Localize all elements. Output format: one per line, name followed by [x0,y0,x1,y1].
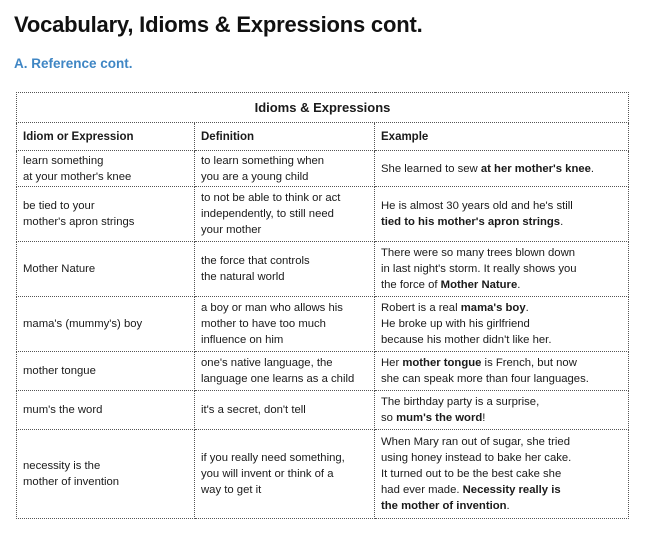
highlighted-phrase: Necessity really is [462,484,561,496]
definition-cell: to learn something when you are a young child [195,151,375,187]
table-row [17,187,629,242]
idiom-cell: mum's the word [17,391,195,430]
header-example: Example [375,123,629,151]
idiom-cell: mother tongue [17,352,195,391]
header-definition: Definition [195,123,375,151]
example-cell: Robert is a real mama's boy. He broke up with his girlfriend because his mother didn't like her. [375,297,629,352]
idiom-cell: be tied to your mother's apron strings [17,187,195,242]
table-row [17,151,629,187]
table-row [17,391,629,430]
example-cell: There were so many trees blown down in last night's storm. It really shows you the force of Mother Nature. [375,242,629,297]
highlighted-phrase: tied to his mother's apron strings [381,216,561,228]
example-cell: He is almost 30 years old and he's still tied to his mother's apron strings. [375,187,629,242]
table-row [17,430,629,519]
highlighted-phrase: mama's boy [460,302,526,314]
idiom-cell: learn something at your mother's knee [17,151,195,187]
highlighted-phrase: the mother of invention [381,500,507,512]
definition-cell: if you really need something, you will invent or think of a way to get it [195,430,375,519]
idioms-table [16,92,629,519]
section-title: A. Reference cont. [14,56,133,71]
table-row [17,297,629,352]
highlighted-phrase: mum's the word [396,412,483,424]
page-title: Vocabulary, Idioms & Expressions cont. [14,12,423,37]
idiom-cell: necessity is the mother of invention [17,430,195,519]
highlighted-phrase: at her mother's knee [480,162,591,175]
definition-cell: it's a secret, don't tell [195,391,375,430]
definition-cell: the force that controls the natural world [195,242,375,297]
definition-cell: a boy or man who allows his mother to have too much influence on him [195,297,375,352]
table-caption: Idioms & Expressions [17,93,629,123]
definition-cell: one's native language, the language one learns as a child [195,352,375,391]
idiom-cell: mama's (mummy's) boy [17,297,195,352]
example-cell: Her mother tongue is French, but now she can speak more than four languages. [375,352,629,391]
example-cell: She learned to sew at her mother's knee. [375,151,629,187]
table-row [17,352,629,391]
definition-cell: to not be able to think or act independently, to still need your mother [195,187,375,242]
idiom-cell: Mother Nature [17,242,195,297]
example-cell: When Mary ran out of sugar, she tried using honey instead to bake her cake. It turned out to be the best cake she had ever made. Necessity really is the mother of invention. [375,430,629,519]
example-cell: The birthday party is a surprise, so mum's the word! [375,391,629,430]
header-idiom: Idiom or Expression [17,123,195,151]
table-row [17,242,629,297]
highlighted-phrase: Mother Nature [440,279,518,291]
highlighted-phrase: mother tongue [402,357,482,369]
